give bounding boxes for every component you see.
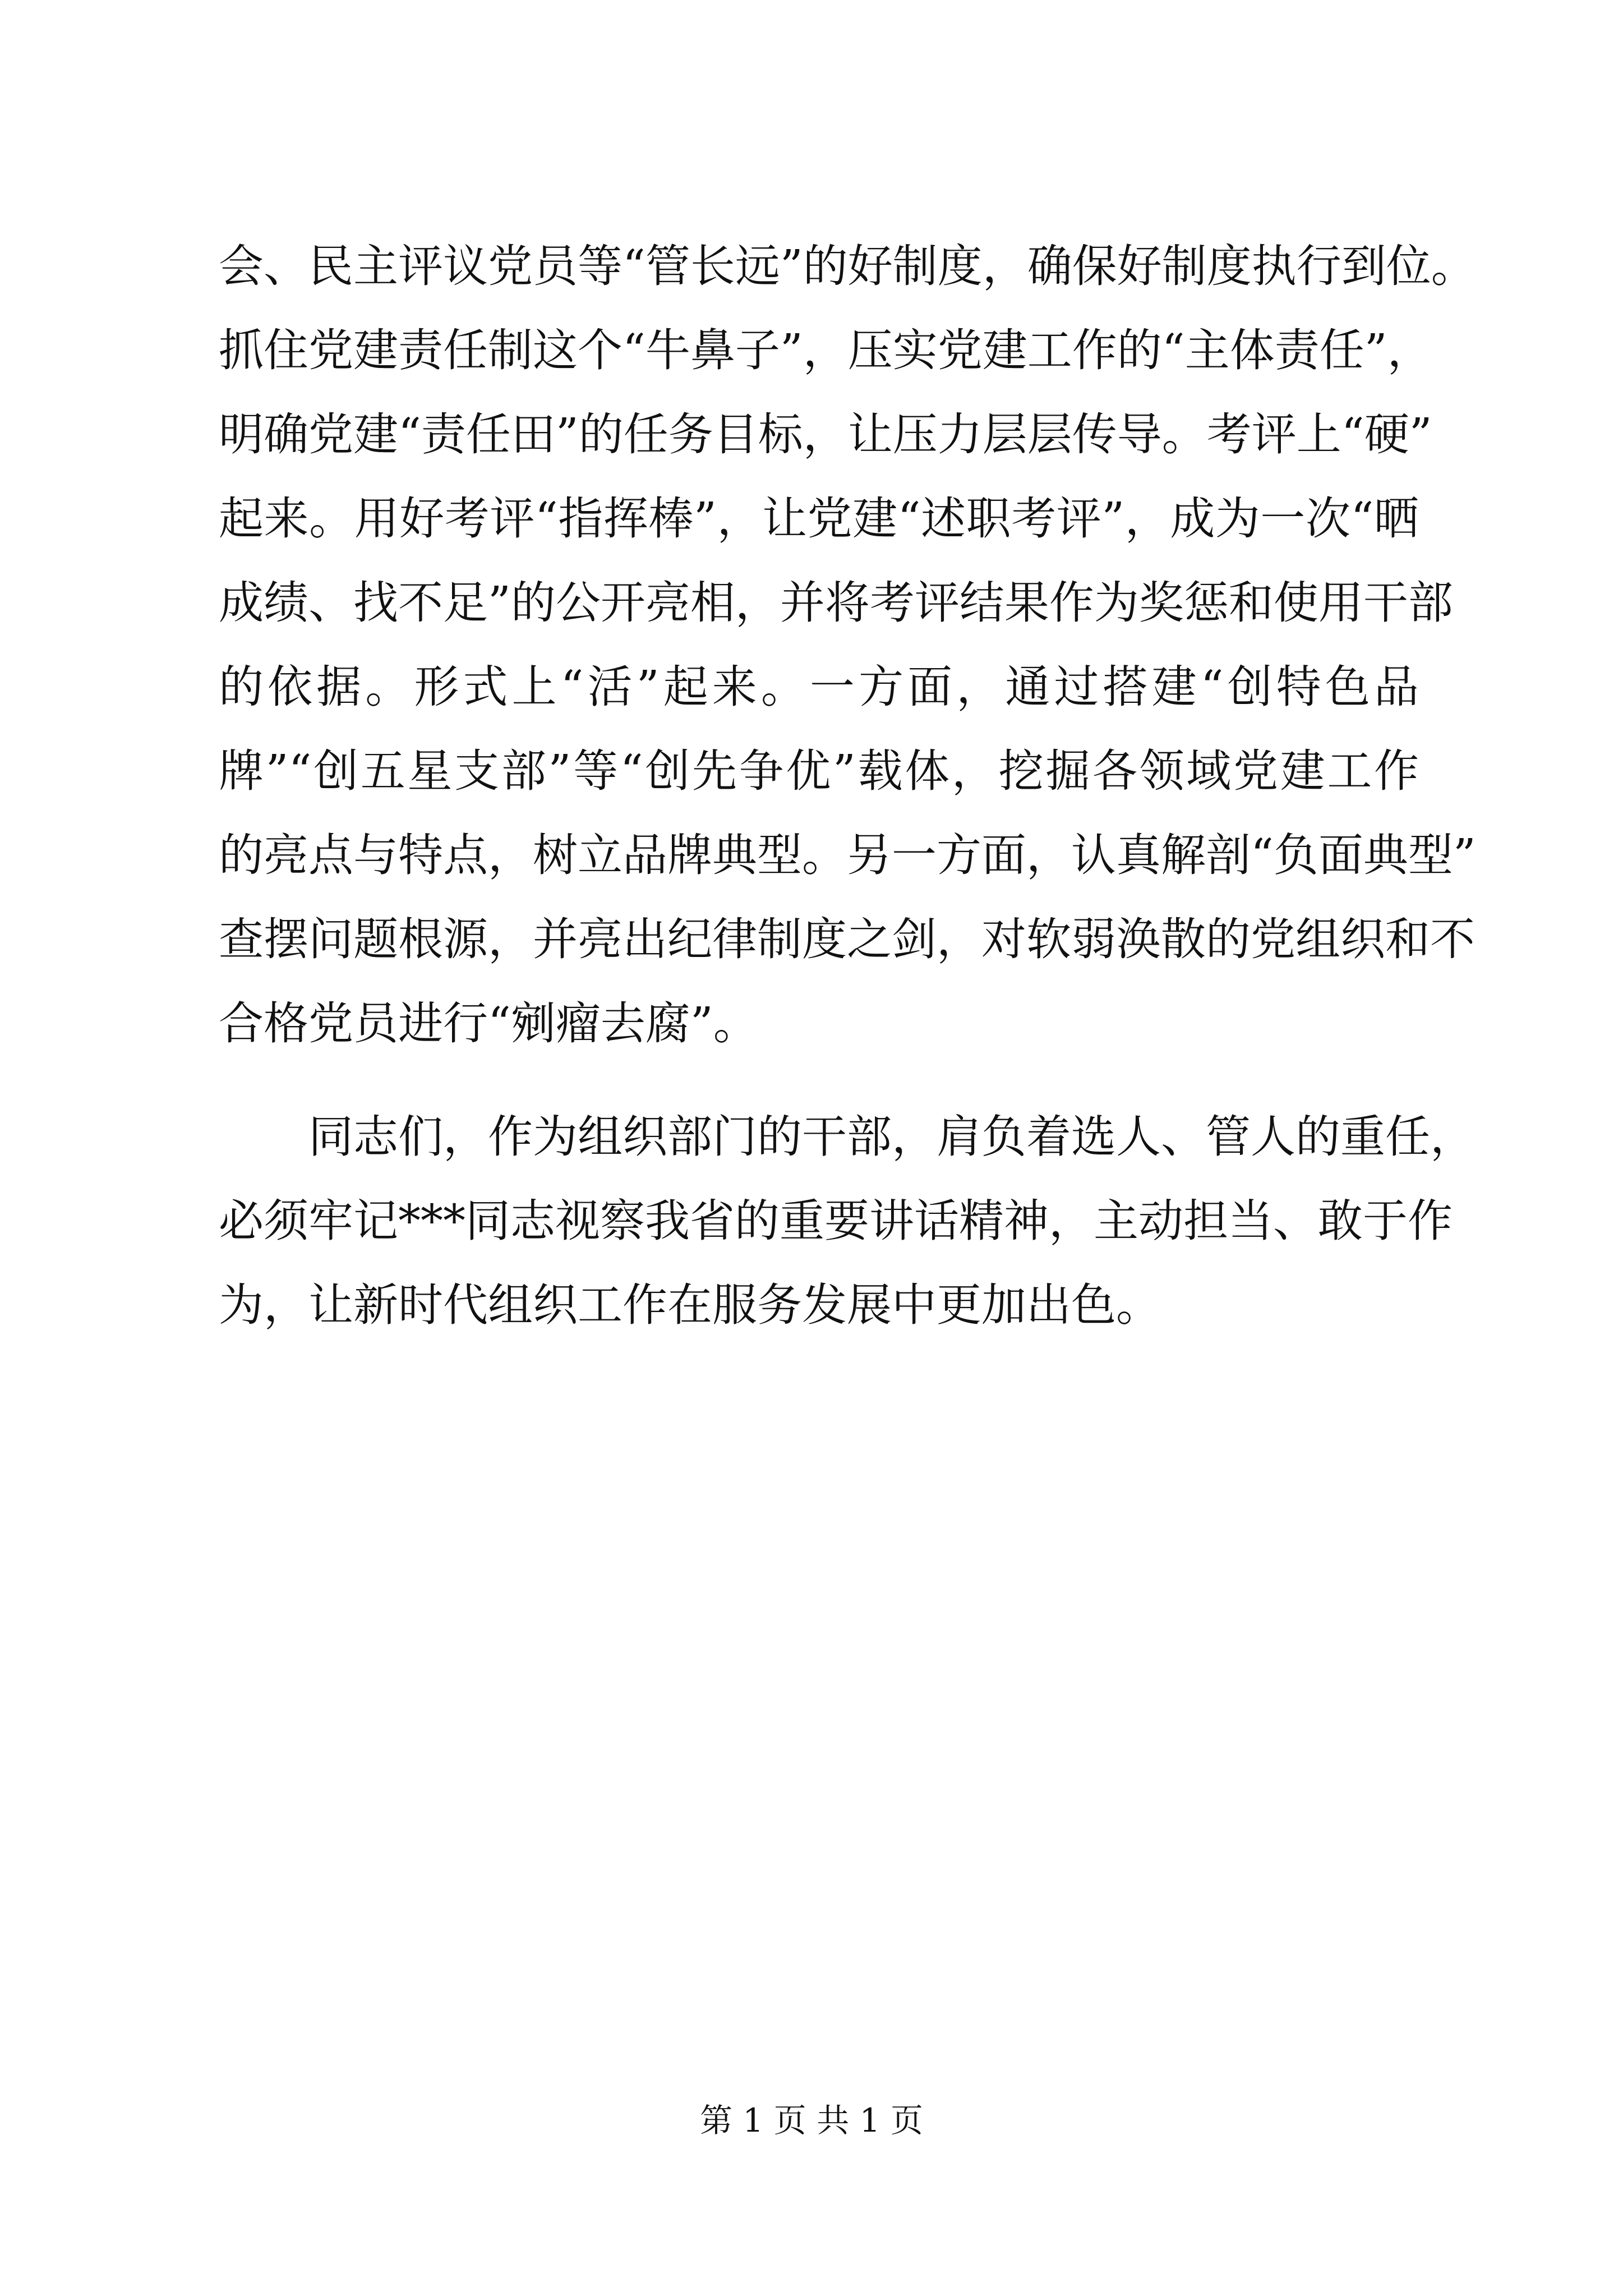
paragraph-2 — [219, 1095, 1475, 1347]
text-line: 的亮点与特点，树立品牌典型。另一方面，认真解剖“负面典型” — [219, 829, 1476, 881]
document-body — [219, 224, 1476, 1347]
text-line: 同志们，作为组织部门的干部，肩负着选人、管人的重任， — [308, 1111, 1475, 1163]
text-line: 会、民主评议党员等“管长远”的好制度，确保好制度执行到位。 — [219, 240, 1476, 292]
text-line: 牌”“创五星支部”等“创先争优”载体，挖掘各领域党建工作 — [219, 745, 1419, 797]
paragraph-1 — [219, 224, 1476, 1066]
text-line: 必须牢记***同志视察我省的重要讲话精神，主动担当、敢于作 — [219, 1195, 1453, 1247]
text-line: 为，让新时代组织工作在服务发展中更加出色。 — [219, 1279, 1161, 1331]
text-line: 合格党员进行“剜瘤去腐”。 — [219, 997, 758, 1050]
text-line: 成绩、找不足”的公开亮相，并将考评结果作为奖惩和使用干部 — [219, 577, 1453, 629]
text-line: 的依据。形式上“活”起来。一方面，通过搭建“创特色品 — [219, 661, 1419, 713]
text-line: 查摆问题根源，并亮出纪律制度之剑，对软弱涣散的党组织和不 — [219, 913, 1475, 965]
text-line: 起来。用好考评“指挥棒”，让党建“述职考评”，成为一次“晒 — [219, 493, 1419, 545]
text-line: 明确党建“责任田”的任务目标，让压力层层传导。考评上“硬” — [219, 408, 1432, 461]
page-footer: 第 1 页 共 1 页 — [700, 2101, 923, 2139]
paragraph-spacing — [219, 1066, 1419, 1095]
text-line: 抓住党建责任制这个“牛鼻子”，压实党建工作的“主体责任”， — [219, 324, 1432, 376]
